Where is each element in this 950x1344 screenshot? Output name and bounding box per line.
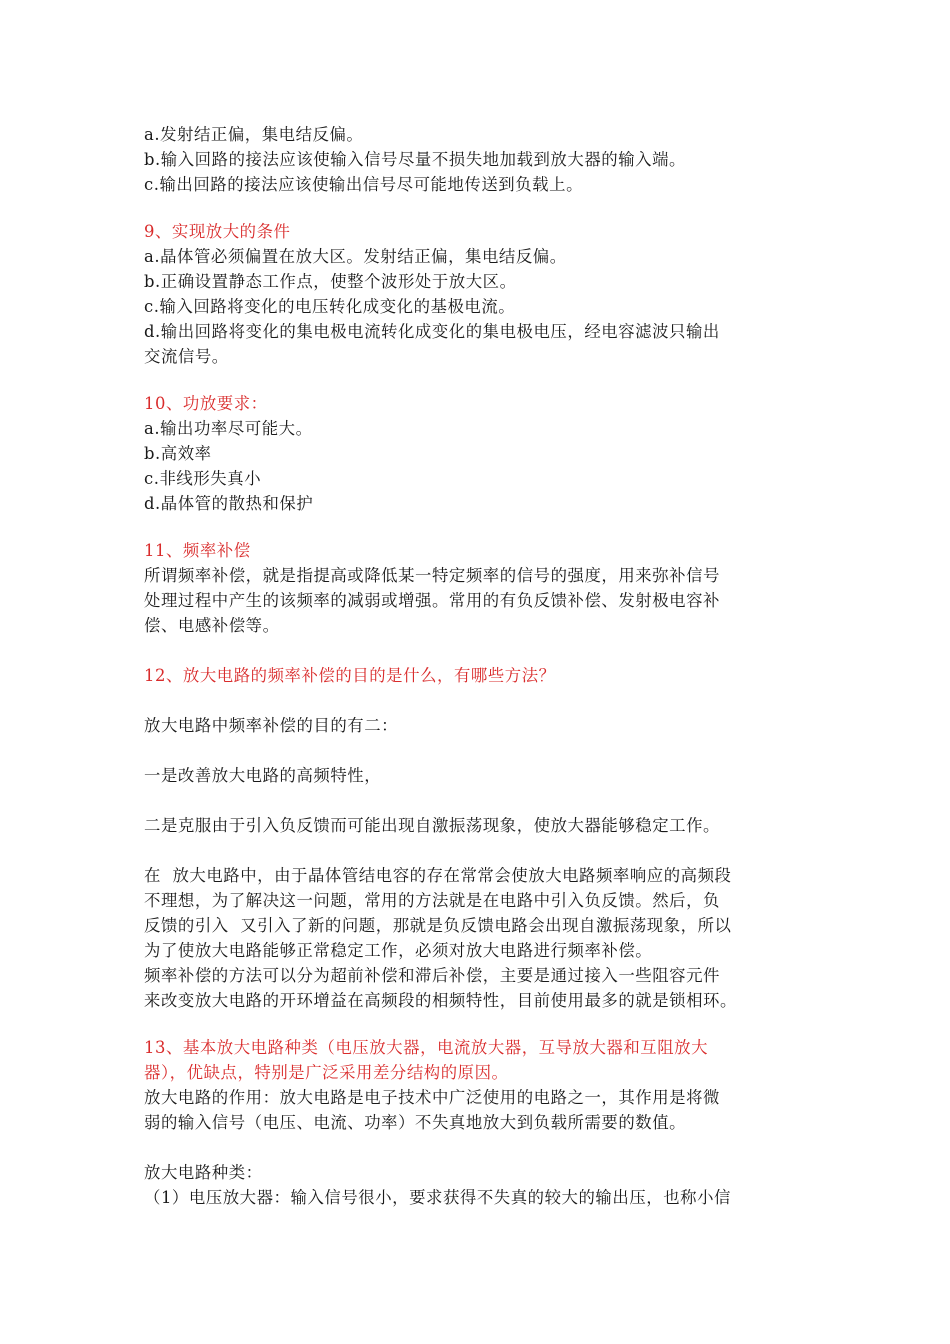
section-11-line: 偿、电感补偿等。 [144, 616, 280, 635]
section-9-line: b.正确设置静态工作点，使整个波形处于放大区。 [144, 272, 517, 291]
section-10-heading: 10、功放要求： [144, 394, 268, 413]
section-12-paragraph-4-line: 在 放大电路中，由于晶体管结电容的存在常常会使放大电路频率响应的高频段 [144, 866, 732, 885]
section-12-paragraph-2: 一是改善放大电路的高频特性， [144, 766, 382, 785]
section-12-paragraph-4-line: 为了使放大电路能够正常稳定工作，必须对放大电路进行频率补偿。 [144, 941, 653, 960]
section-9-line: a.晶体管必须偏置在放大区。发射结正偏，集电结反偏。 [144, 247, 567, 266]
section-10-line: d.晶体管的散热和保护 [144, 494, 314, 513]
section-12-paragraph-4-line: 反馈的引入 又引入了新的问题，那就是负反馈电路会出现自激振荡现象，所以 [144, 916, 732, 935]
section-12-paragraph-4-line: 频率补偿的方法可以分为超前补偿和滞后补偿，主要是通过接入一些阻容元件 [144, 966, 720, 985]
section-13-line: 放大电路的作用：放大电路是电子技术中广泛使用的电路之一，其作用是将微 [144, 1088, 720, 1107]
section-12-paragraph-3: 二是克服由于引入负反馈而可能出现自激振荡现象，使放大器能够稳定工作。 [144, 816, 720, 835]
section-13-type-1: （1）电压放大器：输入信号很小，要求获得不失真的较大的输出压，也称小信 [144, 1188, 731, 1207]
section-12-paragraph-4-line: 来改变放大电路的开环增益在高频段的相频特性，目前使用最多的就是锁相环。 [144, 991, 737, 1010]
section-9-heading: 9、实现放大的条件 [144, 222, 291, 241]
intro-item-b: b.输入回路的接法应该使输入信号尽量不损失地加载到放大器的输入端。 [144, 150, 686, 169]
section-9-line: c.输入回路将变化的电压转化成变化的基极电流。 [144, 297, 516, 316]
section-9-line: d.输出回路将变化的集电极电流转化成变化的集电极电压，经电容滤波只输出 [144, 322, 720, 341]
section-12-paragraph-4-line: 不理想，为了解决这一问题，常用的方法就是在电路中引入负反馈。然后，负 [144, 891, 720, 910]
section-10-line: b.高效率 [144, 444, 212, 463]
section-11-heading: 11、频率补偿 [144, 541, 251, 560]
intro-item-a: a.发射结正偏，集电结反偏。 [144, 125, 364, 144]
section-11-line: 所谓频率补偿，就是指提高或降低某一特定频率的信号的强度，用来弥补信号 [144, 566, 720, 585]
section-13-heading-line: 器），优缺点，特别是广泛采用差分结构的原因。 [144, 1063, 509, 1082]
intro-item-c: c.输出回路的接法应该使输出信号尽可能地传送到负载上。 [144, 175, 584, 194]
section-9-line: 交流信号。 [144, 347, 229, 366]
document-body [144, 122, 809, 1210]
section-13-types-title: 放大电路种类： [144, 1163, 263, 1182]
section-10-line: c.非线形失真小 [144, 469, 262, 488]
section-13-line: 弱的输入信号（电压、电流、功率）不失真地放大到负载所需要的数值。 [144, 1113, 687, 1132]
section-12-paragraph-1: 放大电路中频率补偿的目的有二： [144, 716, 399, 735]
section-12-heading: 12、放大电路的频率补偿的目的是什么，有哪些方法？ [144, 666, 556, 685]
section-13-heading-line: 13、基本放大电路种类（电压放大器，电流放大器，互导放大器和互阻放大 [144, 1038, 709, 1057]
section-10-line: a.输出功率尽可能大。 [144, 419, 313, 438]
section-11-line: 处理过程中产生的该频率的减弱或增强。常用的有负反馈补偿、发射极电容补 [144, 591, 720, 610]
